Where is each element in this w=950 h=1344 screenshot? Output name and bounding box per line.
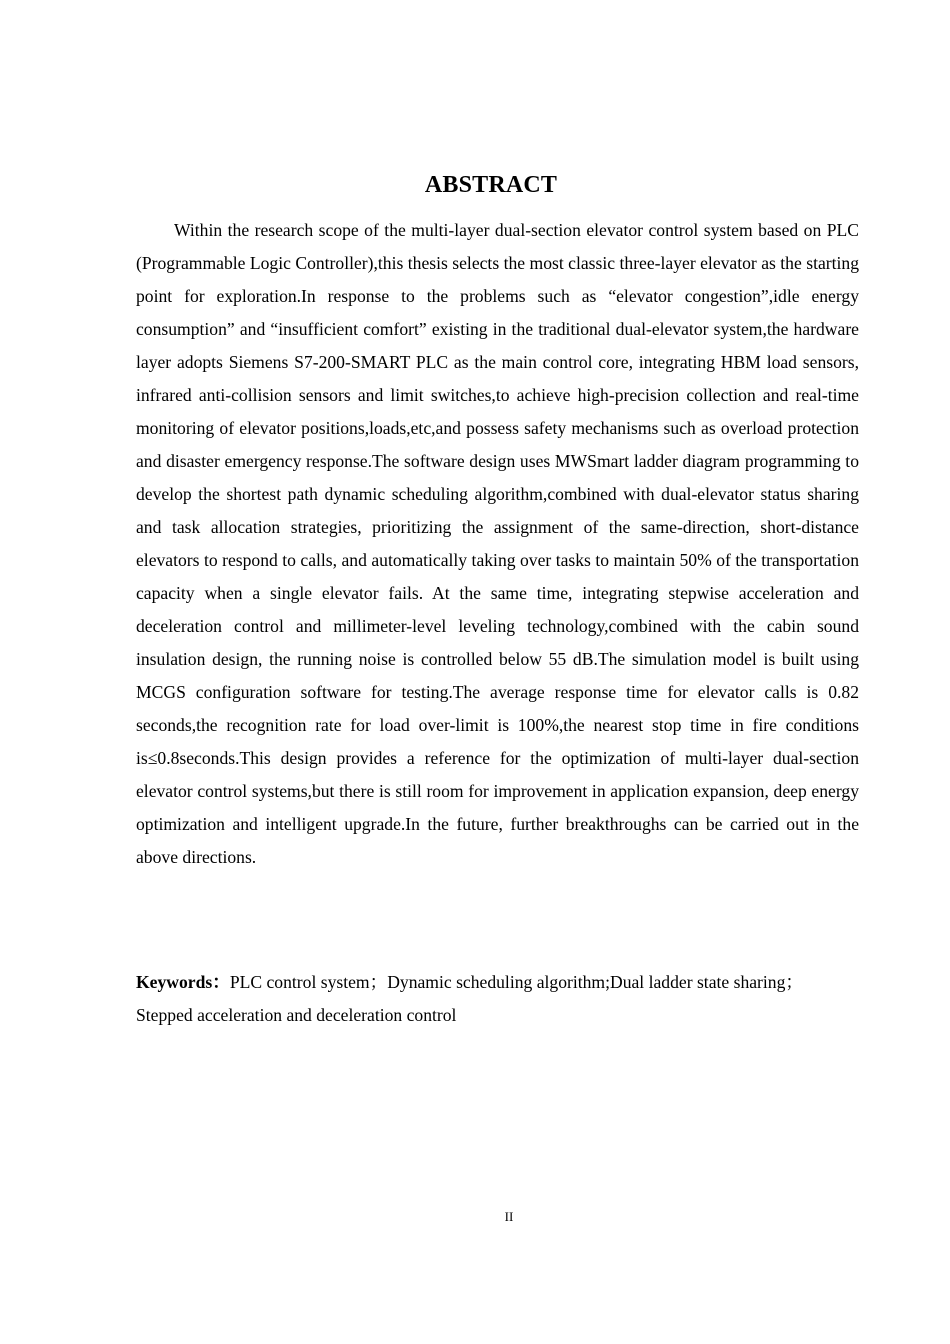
- abstract-title: ABSTRACT: [424, 172, 558, 198]
- page-number: II: [504, 1209, 514, 1224]
- keywords-label: Keywords：: [136, 972, 230, 992]
- keywords-paragraph: [136, 966, 859, 1032]
- keywords-list: PLC control system；Dynamic scheduling algorithm;Dual ladder state sharing；Stepped acceleration and deceleration control: [136, 972, 803, 1025]
- abstract-body: Within the research scope of the multi-layer dual-section elevator control system based on PLC (Programmable Logic Controller),this thesis selects the most classic three-layer elevator as the starting point for exploration.In response to the problems such as “elevator congestion”,idle energy consumption” and “insufficient comfort” existing in the traditional dual-elevator system,the hardware layer adopts Siemens S7-200-SMART PLC as the main control core, integrating HBM load sensors, infrared anti-collision sensors and limit switches,to achieve high-precision collection and real-time monitoring of elevator positions,loads,etc,and possess safety mechanisms such as overload protection and disaster emergency response.The software design uses MWSmart ladder diagram programming to develop the shortest path dynamic scheduling algorithm,combined with dual-elevator status sharing and task allocation strategies, prioritizing the assignment of the same-direction, short-distance elevators to respond to calls, and automatically taking over tasks to maintain 50% of the transportation capacity when a single elevator fails. At the same time, integrating stepwise acceleration and deceleration control and millimeter-level leveling technology,combined with the cabin sound insulation design, the running noise is controlled below 55 dB.The simulation model is built using MCGS configuration software for testing.The average response time for elevator calls is 0.82 seconds,the recognition rate for load over-limit is 100%,the nearest stop time in fire conditions is≤0.8seconds.This design provides a reference for the optimization of multi-layer dual-section elevator control systems,but there is still room for improvement in application expansion, deep energy optimization and intelligent upgrade.In the future, further breakthroughs can be carried out in the above directions.: [136, 220, 859, 867]
